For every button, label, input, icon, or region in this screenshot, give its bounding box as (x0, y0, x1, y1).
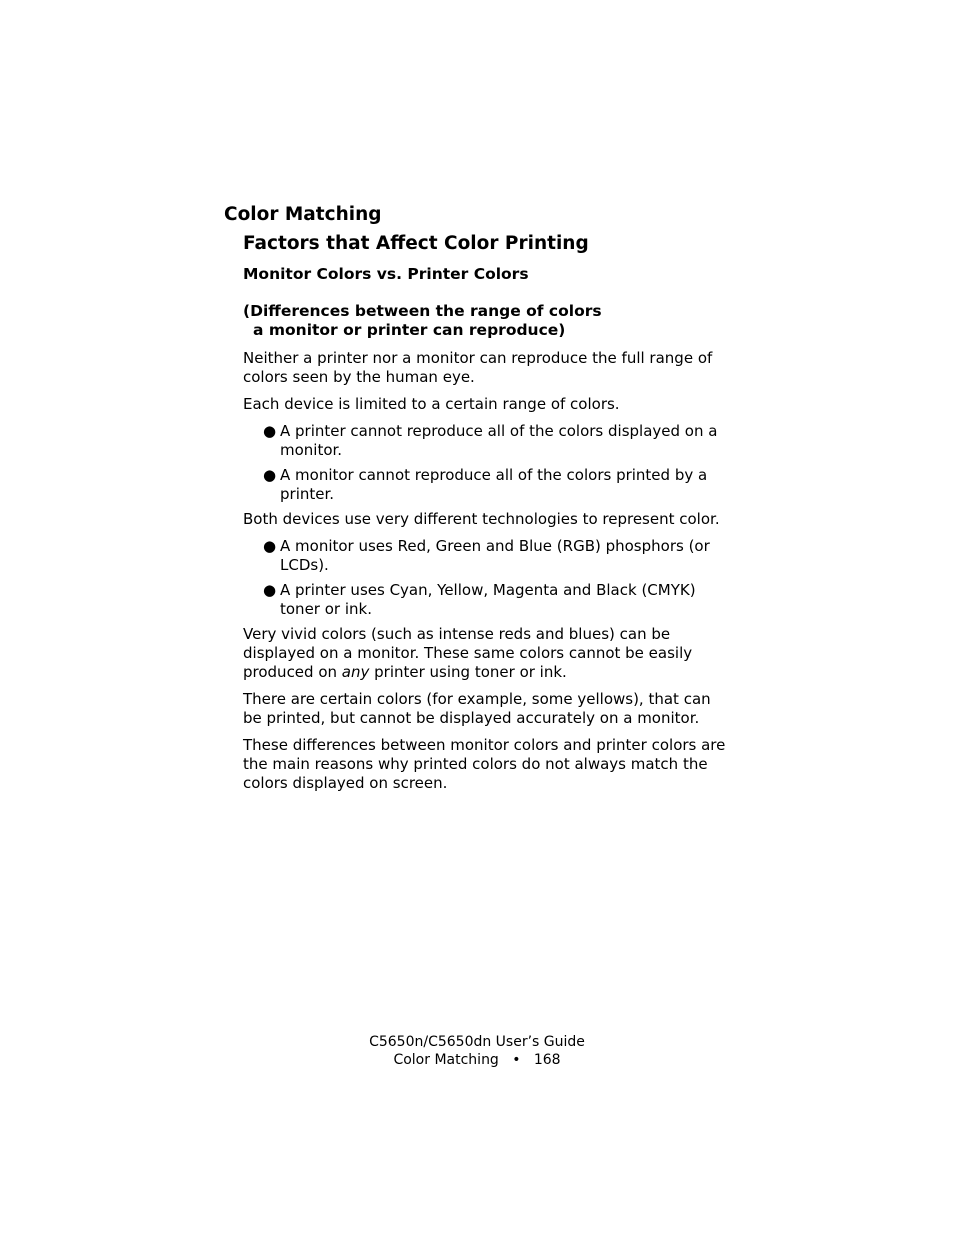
list-item (263, 537, 733, 575)
paragraph-4-start: Very vivid colors (such as intense reds and blues) can be displayed on a monitor. These same colors cannot be easily produced on (243, 625, 693, 681)
section-title: Color Matching (224, 204, 382, 225)
list-item (263, 581, 733, 619)
list-item (263, 466, 733, 504)
paragraph-5: There are certain colors (for example, some yellows), that can be printed, but cannot be displayed accurately on a monitor. (243, 690, 711, 727)
note-heading (243, 302, 602, 340)
list-item-text: A printer uses Cyan, Yellow, Magenta and Black (CMYK) toner or ink. (280, 581, 696, 618)
list-item-text: A monitor cannot reproduce all of the colors printed by a printer. (280, 466, 708, 503)
list-item-text: A printer cannot reproduce all of the colors displayed on a monitor. (280, 422, 718, 459)
footer-chapter-line (0, 1051, 954, 1069)
footer-separator: • (512, 1052, 521, 1068)
page-number: 168 (533, 1052, 561, 1068)
body-text (243, 349, 733, 801)
bullet-list-1 (243, 422, 733, 504)
bullet-icon: ● (263, 581, 277, 599)
bullet-list-2 (243, 537, 733, 619)
list-item (263, 422, 733, 460)
page-footer (0, 1033, 954, 1069)
paragraph-3: Both devices use very different technologies to represent color. (243, 510, 720, 528)
emphasis-any: any (341, 663, 370, 681)
topic-title: Monitor Colors vs. Printer Colors (243, 265, 529, 283)
list-item-text: A monitor uses Red, Green and Blue (RGB) phosphors (or LCDs). (280, 537, 710, 574)
note-line-2: a monitor or printer can reproduce) (253, 321, 566, 339)
paragraph-4 (243, 625, 733, 682)
paragraph-2: Each device is limited to a certain range of colors. (243, 395, 620, 413)
bullet-icon: ● (263, 466, 277, 484)
subsection-title: Factors that Affect Color Printing (243, 233, 589, 254)
bullet-icon: ● (263, 537, 277, 555)
paragraph-1: Neither a printer nor a monitor can reproduce the full range of colors seen by the human eye. (243, 349, 713, 386)
paragraph-4-end: printer using toner or ink. (369, 663, 567, 681)
note-line-1: (Differences between the range of colors (243, 302, 602, 320)
footer-chapter: Color Matching (393, 1052, 499, 1068)
footer-guide-title: C5650n/C5650dn User’s Guide (369, 1034, 585, 1050)
paragraph-6: These differences between monitor colors and printer colors are the main reasons why printed colors do not always match the colors displayed on screen. (243, 736, 726, 792)
bullet-icon: ● (263, 422, 277, 440)
